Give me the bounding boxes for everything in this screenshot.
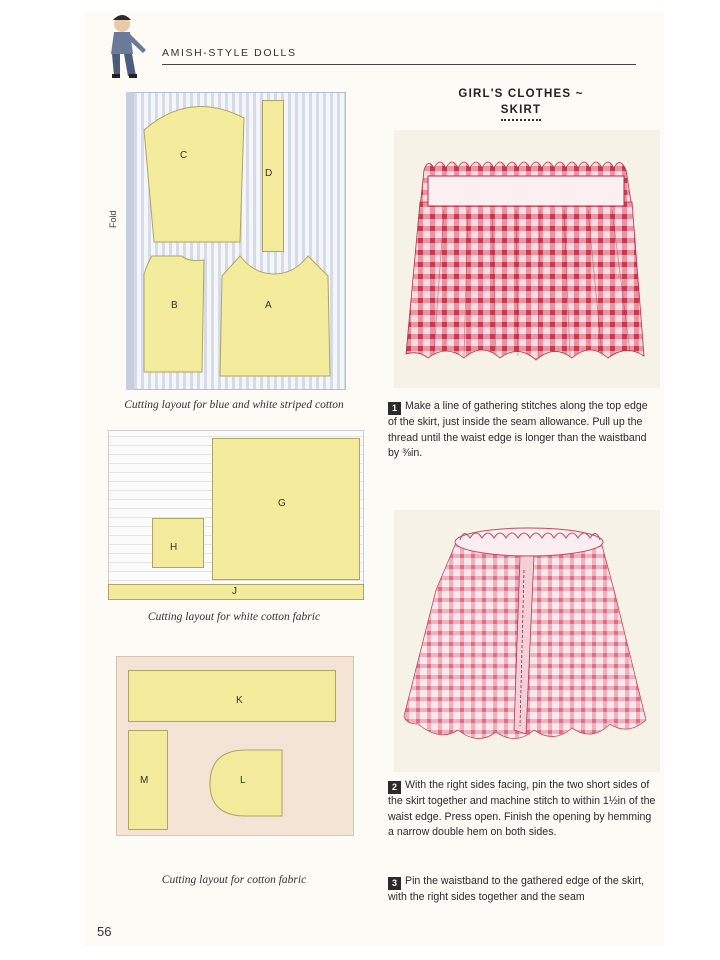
piece-b-back-bodice bbox=[142, 254, 206, 374]
step-1 bbox=[388, 399, 656, 462]
caption-cotton: Cutting layout for cotton fabric bbox=[161, 874, 307, 886]
amish-doll-icon bbox=[100, 10, 164, 80]
piece-label-g: G bbox=[278, 498, 286, 509]
piece-l bbox=[208, 748, 284, 818]
step-2-text: With the right sides facing, pin the two short sides of the skirt together and machine stitch to within 1½in of the waist edge. Press open. Finish the opening by hemming a narrow double hem on both sides. bbox=[388, 779, 656, 839]
piece-k bbox=[128, 670, 336, 722]
gathered-skirt-illustration bbox=[394, 130, 660, 388]
piece-label-h: H bbox=[170, 542, 178, 553]
piece-label-a: A bbox=[265, 300, 272, 311]
step-2-number: 2 bbox=[388, 781, 401, 794]
step-1-number: 1 bbox=[388, 402, 401, 415]
header-rule bbox=[162, 64, 636, 65]
step-3-number: 3 bbox=[388, 877, 401, 890]
piece-a-front-bodice bbox=[218, 254, 332, 378]
step-1-text: Make a line of gathering stitches along the top edge of the skirt, just inside the seam allowance. Pull up the thread until the waist edge is longer than the waistband by ⅜in. bbox=[388, 400, 648, 460]
piece-label-b: B bbox=[171, 300, 178, 311]
piece-c-sleeve bbox=[140, 100, 252, 246]
running-head: AMISH-STYLE DOLLS bbox=[162, 47, 297, 59]
seamed-skirt-illustration bbox=[394, 510, 660, 772]
caption-white-cotton: Cutting layout for white cotton fabric bbox=[147, 611, 321, 623]
page-number: 56 bbox=[97, 924, 112, 939]
piece-label-m: M bbox=[140, 775, 149, 786]
piece-h bbox=[152, 518, 204, 568]
piece-label-l: L bbox=[240, 775, 246, 786]
step-3-text: Pin the waistband to the gathered edge of the skirt, with the right sides together and the seam bbox=[388, 875, 645, 903]
fold-label: Fold bbox=[108, 210, 118, 228]
fold-edge bbox=[126, 92, 134, 390]
section-subtitle: SKIRT bbox=[501, 102, 542, 121]
section-title bbox=[456, 86, 586, 121]
piece-label-k: K bbox=[236, 695, 243, 706]
step-2 bbox=[388, 778, 656, 841]
piece-label-d: D bbox=[265, 168, 273, 179]
section-title-main: GIRL'S CLOTHES ~ bbox=[458, 88, 584, 100]
piece-label-j: J bbox=[232, 586, 237, 597]
step-3 bbox=[388, 874, 656, 906]
piece-label-c: C bbox=[180, 150, 188, 161]
caption-striped-cotton: Cutting layout for blue and white striped cotton bbox=[124, 399, 344, 411]
piece-g bbox=[212, 438, 360, 580]
